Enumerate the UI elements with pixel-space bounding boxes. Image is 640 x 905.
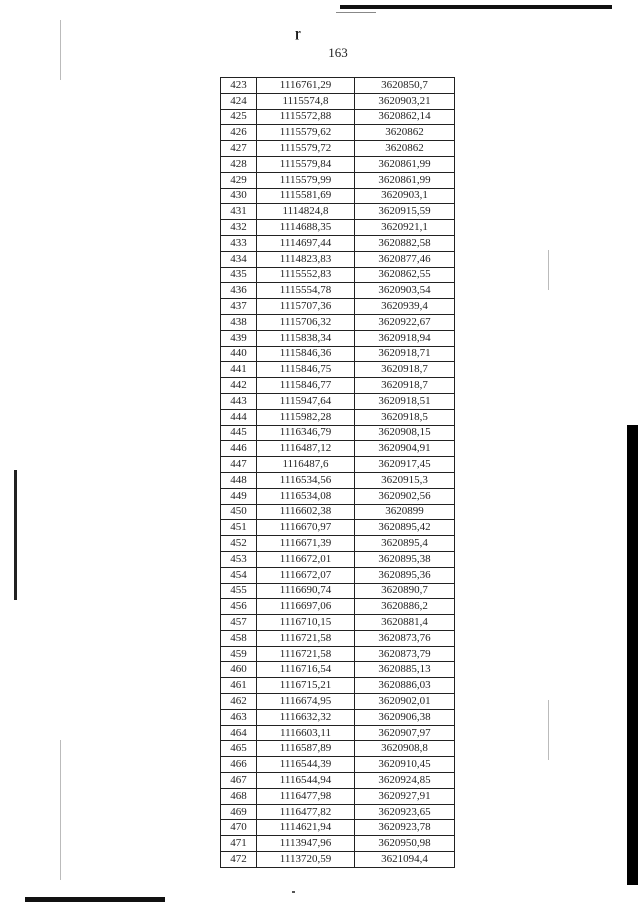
- table-row: [221, 488, 455, 504]
- scan-top-rule: [340, 5, 612, 9]
- table-row: [221, 409, 455, 425]
- point-number-cell: 467: [221, 773, 257, 789]
- point-number-cell: 472: [221, 852, 257, 868]
- x-coordinate-cell: 1115579,99: [257, 172, 355, 188]
- x-coordinate-cell: 1115572,88: [257, 109, 355, 125]
- table-row: [221, 378, 455, 394]
- y-coordinate-cell: 3620950,98: [355, 836, 455, 852]
- table-row: [221, 504, 455, 520]
- point-number-cell: 462: [221, 694, 257, 710]
- x-coordinate-cell: 1116715,21: [257, 678, 355, 694]
- point-number-cell: 437: [221, 299, 257, 315]
- table-row: [221, 694, 455, 710]
- table-row: [221, 804, 455, 820]
- scan-speck: [292, 891, 295, 893]
- y-coordinate-cell: 3620918,5: [355, 409, 455, 425]
- table-row: [221, 520, 455, 536]
- table-row: [221, 536, 455, 552]
- x-coordinate-cell: 1115838,34: [257, 330, 355, 346]
- y-coordinate-cell: 3620873,79: [355, 646, 455, 662]
- x-coordinate-cell: 1116672,07: [257, 567, 355, 583]
- table-row: [221, 346, 455, 362]
- point-number-cell: 427: [221, 141, 257, 157]
- point-number-cell: 452: [221, 536, 257, 552]
- point-number-cell: 444: [221, 409, 257, 425]
- y-coordinate-cell: 3620922,67: [355, 314, 455, 330]
- scan-edge-mark-left: [14, 470, 17, 600]
- x-coordinate-cell: 1116487,6: [257, 457, 355, 473]
- point-number-cell: 428: [221, 156, 257, 172]
- point-number-cell: 461: [221, 678, 257, 694]
- table-row: [221, 836, 455, 852]
- y-coordinate-cell: 3620895,42: [355, 520, 455, 536]
- x-coordinate-cell: 1116690,74: [257, 583, 355, 599]
- point-number-cell: 450: [221, 504, 257, 520]
- table-row: [221, 109, 455, 125]
- x-coordinate-cell: 1116534,56: [257, 472, 355, 488]
- x-coordinate-cell: 1116674,95: [257, 694, 355, 710]
- coordinates-table: [220, 77, 455, 868]
- y-coordinate-cell: 3620904,91: [355, 441, 455, 457]
- y-coordinate-cell: 3620862,55: [355, 267, 455, 283]
- table-row: [221, 141, 455, 157]
- y-coordinate-cell: 3620861,99: [355, 156, 455, 172]
- table-row: [221, 725, 455, 741]
- table-row: [221, 235, 455, 251]
- y-coordinate-cell: 3620899: [355, 504, 455, 520]
- point-number-cell: 465: [221, 741, 257, 757]
- table-row: [221, 251, 455, 267]
- y-coordinate-cell: 3620908,8: [355, 741, 455, 757]
- page-mark: ɼ: [295, 25, 301, 40]
- point-number-cell: 445: [221, 425, 257, 441]
- point-number-cell: 425: [221, 109, 257, 125]
- y-coordinate-cell: 3620862,14: [355, 109, 455, 125]
- x-coordinate-cell: 1116721,58: [257, 630, 355, 646]
- table-row: [221, 741, 455, 757]
- x-coordinate-cell: 1115579,72: [257, 141, 355, 157]
- y-coordinate-cell: 3620918,7: [355, 362, 455, 378]
- x-coordinate-cell: 1116721,58: [257, 646, 355, 662]
- y-coordinate-cell: 3620895,38: [355, 551, 455, 567]
- x-coordinate-cell: 1116697,06: [257, 599, 355, 615]
- x-coordinate-cell: 1115846,36: [257, 346, 355, 362]
- y-coordinate-cell: 3620902,01: [355, 694, 455, 710]
- table-row: [221, 220, 455, 236]
- x-coordinate-cell: 1115947,64: [257, 393, 355, 409]
- table-row: [221, 599, 455, 615]
- point-number-cell: 436: [221, 283, 257, 299]
- x-coordinate-cell: 1115579,84: [257, 156, 355, 172]
- table-row: [221, 204, 455, 220]
- point-number-cell: 470: [221, 820, 257, 836]
- point-number-cell: 449: [221, 488, 257, 504]
- table-row: [221, 156, 455, 172]
- x-coordinate-cell: 1115846,77: [257, 378, 355, 394]
- x-coordinate-cell: 1115706,32: [257, 314, 355, 330]
- point-number-cell: 453: [221, 551, 257, 567]
- point-number-cell: 454: [221, 567, 257, 583]
- point-number-cell: 455: [221, 583, 257, 599]
- table-row: [221, 551, 455, 567]
- table-row: [221, 757, 455, 773]
- x-coordinate-cell: 1116544,39: [257, 757, 355, 773]
- y-coordinate-cell: 3621094,4: [355, 852, 455, 868]
- table-row: [221, 630, 455, 646]
- point-number-cell: 459: [221, 646, 257, 662]
- point-number-cell: 434: [221, 251, 257, 267]
- x-coordinate-cell: 1115982,28: [257, 409, 355, 425]
- x-coordinate-cell: 1116603,11: [257, 725, 355, 741]
- point-number-cell: 429: [221, 172, 257, 188]
- point-number-cell: 451: [221, 520, 257, 536]
- point-number-cell: 469: [221, 804, 257, 820]
- point-number-cell: 457: [221, 615, 257, 631]
- point-number-cell: 438: [221, 314, 257, 330]
- point-number-cell: 440: [221, 346, 257, 362]
- point-number-cell: 446: [221, 441, 257, 457]
- y-coordinate-cell: 3620910,45: [355, 757, 455, 773]
- table-row: [221, 457, 455, 473]
- x-coordinate-cell: 1115552,83: [257, 267, 355, 283]
- point-number-cell: 433: [221, 235, 257, 251]
- scan-noise-line: [60, 740, 61, 880]
- table-row: [221, 646, 455, 662]
- table-row: [221, 441, 455, 457]
- x-coordinate-cell: 1116761,29: [257, 78, 355, 94]
- table-row: [221, 472, 455, 488]
- y-coordinate-cell: 3620908,15: [355, 425, 455, 441]
- y-coordinate-cell: 3620923,65: [355, 804, 455, 820]
- y-coordinate-cell: 3620862: [355, 141, 455, 157]
- x-coordinate-cell: 1115554,78: [257, 283, 355, 299]
- y-coordinate-cell: 3620906,38: [355, 709, 455, 725]
- x-coordinate-cell: 1115574,8: [257, 93, 355, 109]
- x-coordinate-cell: 1116716,54: [257, 662, 355, 678]
- table-row: [221, 267, 455, 283]
- table-row: [221, 362, 455, 378]
- y-coordinate-cell: 3620918,7: [355, 378, 455, 394]
- x-coordinate-cell: 1114697,44: [257, 235, 355, 251]
- page-number: 163: [328, 45, 348, 60]
- x-coordinate-cell: 1116672,01: [257, 551, 355, 567]
- y-coordinate-cell: 3620861,99: [355, 172, 455, 188]
- y-coordinate-cell: 3620918,71: [355, 346, 455, 362]
- x-coordinate-cell: 1114823,83: [257, 251, 355, 267]
- x-coordinate-cell: 1116710,15: [257, 615, 355, 631]
- point-number-cell: 471: [221, 836, 257, 852]
- y-coordinate-cell: 3620915,59: [355, 204, 455, 220]
- point-number-cell: 464: [221, 725, 257, 741]
- x-coordinate-cell: 1115581,69: [257, 188, 355, 204]
- table-row: [221, 93, 455, 109]
- table-row: [221, 393, 455, 409]
- y-coordinate-cell: 3620895,36: [355, 567, 455, 583]
- y-coordinate-cell: 3620890,7: [355, 583, 455, 599]
- y-coordinate-cell: 3620939,4: [355, 299, 455, 315]
- x-coordinate-cell: 1116477,82: [257, 804, 355, 820]
- point-number-cell: 456: [221, 599, 257, 615]
- x-coordinate-cell: 1113947,96: [257, 836, 355, 852]
- y-coordinate-cell: 3620877,46: [355, 251, 455, 267]
- x-coordinate-cell: 1116477,98: [257, 788, 355, 804]
- table-row: [221, 709, 455, 725]
- point-number-cell: 439: [221, 330, 257, 346]
- x-coordinate-cell: 1116544,94: [257, 773, 355, 789]
- point-number-cell: 426: [221, 125, 257, 141]
- y-coordinate-cell: 3620902,56: [355, 488, 455, 504]
- point-number-cell: 458: [221, 630, 257, 646]
- y-coordinate-cell: 3620915,3: [355, 472, 455, 488]
- scan-bottom-rule: [25, 897, 165, 902]
- y-coordinate-cell: 3620903,54: [355, 283, 455, 299]
- table-row: [221, 425, 455, 441]
- x-coordinate-cell: 1115846,75: [257, 362, 355, 378]
- y-coordinate-cell: 3620903,21: [355, 93, 455, 109]
- y-coordinate-cell: 3620895,4: [355, 536, 455, 552]
- y-coordinate-cell: 3620927,91: [355, 788, 455, 804]
- point-number-cell: 441: [221, 362, 257, 378]
- y-coordinate-cell: 3620924,85: [355, 773, 455, 789]
- y-coordinate-cell: 3620903,1: [355, 188, 455, 204]
- table-row: [221, 583, 455, 599]
- table-row: [221, 314, 455, 330]
- x-coordinate-cell: 1116534,08: [257, 488, 355, 504]
- point-number-cell: 460: [221, 662, 257, 678]
- x-coordinate-cell: 1114621,94: [257, 820, 355, 836]
- scan-noise-line: [60, 20, 61, 80]
- table-row: [221, 283, 455, 299]
- y-coordinate-cell: 3620917,45: [355, 457, 455, 473]
- point-number-cell: 435: [221, 267, 257, 283]
- table-row: [221, 852, 455, 868]
- table-row: [221, 820, 455, 836]
- table-row: [221, 662, 455, 678]
- table-row: [221, 615, 455, 631]
- table-row: [221, 567, 455, 583]
- scan-noise-line: [548, 250, 549, 290]
- x-coordinate-cell: 1116346,79: [257, 425, 355, 441]
- point-number-cell: 448: [221, 472, 257, 488]
- x-coordinate-cell: 1116632,32: [257, 709, 355, 725]
- y-coordinate-cell: 3620850,7: [355, 78, 455, 94]
- scan-noise-line: [548, 700, 549, 760]
- y-coordinate-cell: 3620873,76: [355, 630, 455, 646]
- x-coordinate-cell: 1116671,39: [257, 536, 355, 552]
- x-coordinate-cell: 1114824,8: [257, 204, 355, 220]
- y-coordinate-cell: 3620885,13: [355, 662, 455, 678]
- x-coordinate-cell: 1114688,35: [257, 220, 355, 236]
- table-row: [221, 172, 455, 188]
- x-coordinate-cell: 1115707,36: [257, 299, 355, 315]
- point-number-cell: 423: [221, 78, 257, 94]
- table-row: [221, 678, 455, 694]
- y-coordinate-cell: 3620881,4: [355, 615, 455, 631]
- x-coordinate-cell: 1115579,62: [257, 125, 355, 141]
- point-number-cell: 466: [221, 757, 257, 773]
- table-row: [221, 773, 455, 789]
- point-number-cell: 443: [221, 393, 257, 409]
- point-number-cell: 424: [221, 93, 257, 109]
- table-row: [221, 125, 455, 141]
- y-coordinate-cell: 3620918,51: [355, 393, 455, 409]
- y-coordinate-cell: 3620923,78: [355, 820, 455, 836]
- x-coordinate-cell: 1116487,12: [257, 441, 355, 457]
- y-coordinate-cell: 3620907,97: [355, 725, 455, 741]
- table-row: [221, 299, 455, 315]
- point-number-cell: 442: [221, 378, 257, 394]
- y-coordinate-cell: 3620882,58: [355, 235, 455, 251]
- y-coordinate-cell: 3620862: [355, 125, 455, 141]
- point-number-cell: 432: [221, 220, 257, 236]
- table-row: [221, 788, 455, 804]
- point-number-cell: 463: [221, 709, 257, 725]
- point-number-cell: 447: [221, 457, 257, 473]
- scan-edge-shadow-right: [627, 425, 638, 885]
- x-coordinate-cell: 1116587,89: [257, 741, 355, 757]
- table-row: [221, 188, 455, 204]
- table-row: [221, 78, 455, 94]
- x-coordinate-cell: 1113720,59: [257, 852, 355, 868]
- table-row: [221, 330, 455, 346]
- y-coordinate-cell: 3620886,03: [355, 678, 455, 694]
- point-number-cell: 468: [221, 788, 257, 804]
- scan-top-line: [336, 12, 376, 13]
- x-coordinate-cell: 1116670,97: [257, 520, 355, 536]
- y-coordinate-cell: 3620921,1: [355, 220, 455, 236]
- y-coordinate-cell: 3620886,2: [355, 599, 455, 615]
- x-coordinate-cell: 1116602,38: [257, 504, 355, 520]
- y-coordinate-cell: 3620918,94: [355, 330, 455, 346]
- coordinates-table-body: [221, 78, 455, 868]
- point-number-cell: 430: [221, 188, 257, 204]
- point-number-cell: 431: [221, 204, 257, 220]
